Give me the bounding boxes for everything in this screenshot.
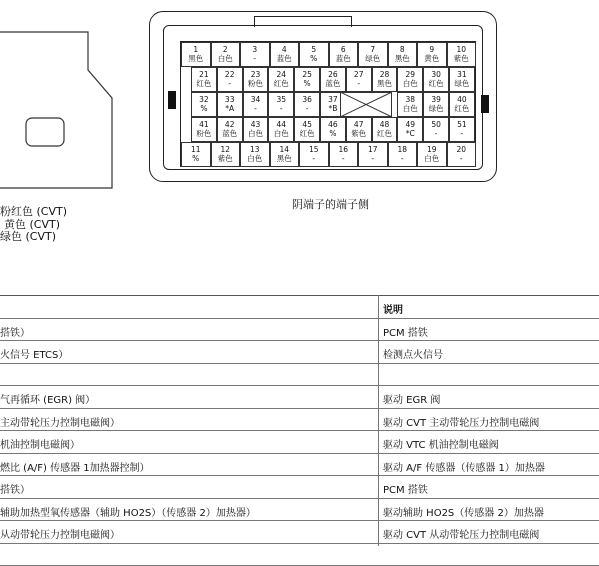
pin-color: % — [321, 129, 345, 138]
pin-color: 红色 — [192, 79, 216, 88]
header-description: 说明 — [383, 301, 403, 316]
pin-number: 13 — [241, 145, 269, 154]
pin-color: 粉色 — [244, 79, 268, 88]
pin-number: 12 — [212, 145, 240, 154]
table-row — [0, 364, 599, 387]
pin-18 — [388, 142, 418, 167]
pin-12 — [211, 142, 241, 167]
left-latch — [168, 91, 176, 109]
pin-33 — [217, 92, 243, 117]
pin-color: - — [389, 154, 417, 163]
pin-color: 红色 — [269, 79, 293, 88]
row-description: 驱动 VTC 机油控制电磁阀 — [383, 436, 499, 451]
table-row — [0, 454, 599, 477]
pin-number: 49 — [398, 120, 422, 129]
pin-number: 50 — [424, 120, 448, 129]
pin-number: 10 — [448, 45, 476, 54]
pin-number: 45 — [295, 120, 319, 129]
pin-color: - — [300, 154, 328, 163]
table-row — [0, 386, 599, 409]
pin-number: 32 — [192, 95, 216, 104]
pin-5 — [299, 42, 329, 67]
pin-11 — [181, 142, 211, 167]
pin-number: 40 — [450, 95, 474, 104]
legend-line-2: 黄色 (CVT) — [4, 216, 60, 232]
pin-color: % — [295, 79, 319, 88]
pin-47 — [346, 117, 372, 142]
table-row — [0, 319, 599, 342]
pin-color: - — [424, 129, 448, 138]
pin-17 — [358, 142, 388, 167]
row-description: 检测点火信号 — [383, 346, 443, 361]
pin-color: 黑色 — [182, 54, 210, 63]
pin-28 — [372, 67, 398, 92]
pin-color: 白色 — [398, 104, 422, 113]
pin-number: 29 — [398, 70, 422, 79]
pin-number: 24 — [269, 70, 293, 79]
row-signal: 主动带轮压力控制电磁阀） — [0, 414, 120, 429]
table-header-row — [0, 296, 599, 319]
pin-color: - — [244, 104, 268, 113]
pin-8 — [388, 42, 418, 67]
pin-21 — [191, 67, 217, 92]
pin-number: 21 — [192, 70, 216, 79]
pin-number: 19 — [418, 145, 446, 154]
pin-number: 8 — [389, 45, 417, 54]
pin-color: - — [347, 79, 371, 88]
pin-number: 20 — [448, 145, 476, 154]
pin-color: 绿色 — [450, 79, 474, 88]
pin-number: 27 — [347, 70, 371, 79]
table-row — [0, 521, 599, 544]
pin-number: 17 — [359, 145, 387, 154]
pin-color: 绿色 — [359, 54, 387, 63]
pin-40 — [449, 92, 475, 117]
pin-42 — [217, 117, 243, 142]
pin-27 — [346, 67, 372, 92]
pin-color: *A — [218, 104, 242, 113]
pin-number: 26 — [321, 70, 345, 79]
pin-6 — [329, 42, 359, 67]
row-description: 驱动 CVT 从动带轮压力控制电磁阀 — [383, 526, 539, 541]
pin-29 — [397, 67, 423, 92]
pin-32 — [191, 92, 217, 117]
pin-number: 34 — [244, 95, 268, 104]
pin-2 — [211, 42, 241, 67]
pin-number: 3 — [241, 45, 269, 54]
pin-color: - — [269, 104, 293, 113]
pin-9 — [417, 42, 447, 67]
pin-color: 黑色 — [271, 154, 299, 163]
pin-color: - — [450, 129, 474, 138]
table-row — [0, 499, 599, 522]
pin-color: *B — [321, 104, 345, 113]
pin-4 — [270, 42, 300, 67]
pin-1 — [181, 42, 211, 67]
pin-30 — [423, 67, 449, 92]
pin-number: 35 — [269, 95, 293, 104]
row-description: PCM 搭铁 — [383, 481, 428, 496]
pin-color: 白色 — [269, 129, 293, 138]
pin-number: 1 — [182, 45, 210, 54]
pin-number: 30 — [424, 70, 448, 79]
pin-45 — [294, 117, 320, 142]
pin-color: % — [192, 104, 216, 113]
pin-color: 白色 — [398, 79, 422, 88]
pin-41 — [191, 117, 217, 142]
pin-7 — [358, 42, 388, 67]
pin-25 — [294, 67, 320, 92]
pin-color: 紫色 — [347, 129, 371, 138]
pin-color: 蓝色 — [271, 54, 299, 63]
pin-color: 白色 — [241, 154, 269, 163]
pin-number: 14 — [271, 145, 299, 154]
pin-number: 51 — [450, 120, 474, 129]
pin-color: 紫色 — [212, 154, 240, 163]
row-signal: 搭铁） — [0, 481, 30, 496]
pin-number: 37 — [321, 95, 345, 104]
pin-number: 39 — [424, 95, 448, 104]
legend-line-1: 粉红色 (CVT) — [0, 203, 67, 219]
pin-color: % — [300, 54, 328, 63]
connector-caption: 阴端子的端子侧 — [292, 196, 369, 212]
pin-number: 47 — [347, 120, 371, 129]
pin-color: 粉色 — [192, 129, 216, 138]
pin-number: 38 — [398, 95, 422, 104]
pin-color: - — [359, 154, 387, 163]
pin-number: 15 — [300, 145, 328, 154]
pin-number: 5 — [300, 45, 328, 54]
pin-26 — [320, 67, 346, 92]
row-description: 驱动 EGR 阀 — [383, 391, 440, 406]
table-column-divider — [378, 295, 379, 546]
pin-number: 18 — [389, 145, 417, 154]
pin-19 — [417, 142, 447, 167]
pin-44 — [268, 117, 294, 142]
table-row — [0, 476, 599, 499]
pin-color: 红色 — [424, 79, 448, 88]
pin-color: - — [241, 54, 269, 63]
pin-color: 蓝色 — [330, 54, 358, 63]
pin-16 — [329, 142, 359, 167]
pin-3 — [240, 42, 270, 67]
pin-color: - — [330, 154, 358, 163]
blocked-cavity-mark — [340, 92, 400, 117]
left-housing-drawing — [0, 0, 145, 190]
pin-49 — [397, 117, 423, 142]
pin-51 — [449, 117, 475, 142]
pin-number: 9 — [418, 45, 446, 54]
pin-number: 43 — [244, 120, 268, 129]
pin-color: - — [218, 79, 242, 88]
pin-22 — [217, 67, 243, 92]
pin-number: 22 — [218, 70, 242, 79]
pin-color: 蓝色 — [218, 129, 242, 138]
pin-number: 4 — [271, 45, 299, 54]
pin-color: 白色 — [212, 54, 240, 63]
pin-number: 16 — [330, 145, 358, 154]
pin-number: 41 — [192, 120, 216, 129]
row-description: PCM 搭铁 — [383, 324, 428, 339]
pin-10 — [447, 42, 477, 67]
row-signal: 火信号 ETCS） — [0, 346, 68, 361]
pin-color: 红色 — [373, 129, 397, 138]
pin-color: - — [448, 154, 476, 163]
pin-color: 黑色 — [389, 54, 417, 63]
pin-23 — [243, 67, 269, 92]
pin-number: 6 — [330, 45, 358, 54]
pin-color: 红色 — [450, 104, 474, 113]
pin-number: 31 — [450, 70, 474, 79]
pin-38 — [397, 92, 423, 117]
row-signal: 从动带轮压力控制电磁阀） — [0, 526, 120, 541]
pin-color: 紫色 — [448, 54, 476, 63]
table-row — [0, 544, 599, 566]
pin-color: % — [182, 154, 210, 163]
pin-color: 绿色 — [424, 104, 448, 113]
pin-color: 蓝色 — [321, 79, 345, 88]
pin-number: 36 — [295, 95, 319, 104]
row-signal: 机油控制电磁阀） — [0, 436, 80, 451]
row-signal: 辅助加热型氧传感器（辅助 HO2S）（传感器 2）加热器） — [0, 504, 256, 519]
pin-number: 7 — [359, 45, 387, 54]
pin-color: 白色 — [418, 154, 446, 163]
pin-15 — [299, 142, 329, 167]
pin-36 — [294, 92, 320, 117]
pin-13 — [240, 142, 270, 167]
pin-34 — [243, 92, 269, 117]
row-description: 驱动 A/F 传感器（传感器 1）加热器 — [383, 459, 545, 474]
pin-39 — [423, 92, 449, 117]
pin-50 — [423, 117, 449, 142]
table-row — [0, 341, 599, 364]
pin-14 — [270, 142, 300, 167]
row-description: 驱动 CVT 主动带轮压力控制电磁阀 — [383, 414, 539, 429]
pin-20 — [447, 142, 477, 167]
pin-24 — [268, 67, 294, 92]
pin-number: 44 — [269, 120, 293, 129]
pin-color: 黑色 — [373, 79, 397, 88]
pin-description-table — [0, 295, 599, 566]
pin-46 — [320, 117, 346, 142]
pin-number: 28 — [373, 70, 397, 79]
pin-number: 42 — [218, 120, 242, 129]
pin-color: 白色 — [244, 129, 268, 138]
pin-43 — [243, 117, 269, 142]
row-description: 驱动辅助 HO2S（传感器 2）加热器 — [383, 504, 544, 519]
row-signal: 燃比 (A/F) 传感器 1加热器控制） — [0, 459, 150, 474]
legend-line-3: 绿色 (CVT) — [0, 228, 56, 244]
table-row — [0, 431, 599, 454]
pin-number: 25 — [295, 70, 319, 79]
pin-48 — [372, 117, 398, 142]
row-signal: 气再循环 (EGR) 阀） — [0, 391, 95, 406]
pin-color: *C — [398, 129, 422, 138]
row-signal: 搭铁） — [0, 324, 30, 339]
pin-number: 11 — [182, 145, 210, 154]
table-row — [0, 409, 599, 432]
pin-number: 46 — [321, 120, 345, 129]
right-latch — [481, 95, 489, 113]
pin-number: 2 — [212, 45, 240, 54]
pin-color: 红色 — [295, 129, 319, 138]
pin-31 — [449, 67, 475, 92]
pin-color: 黄色 — [418, 54, 446, 63]
pin-color: - — [295, 104, 319, 113]
pin-number: 48 — [373, 120, 397, 129]
pin-number: 33 — [218, 95, 242, 104]
pin-number: 23 — [244, 70, 268, 79]
pin-35 — [268, 92, 294, 117]
